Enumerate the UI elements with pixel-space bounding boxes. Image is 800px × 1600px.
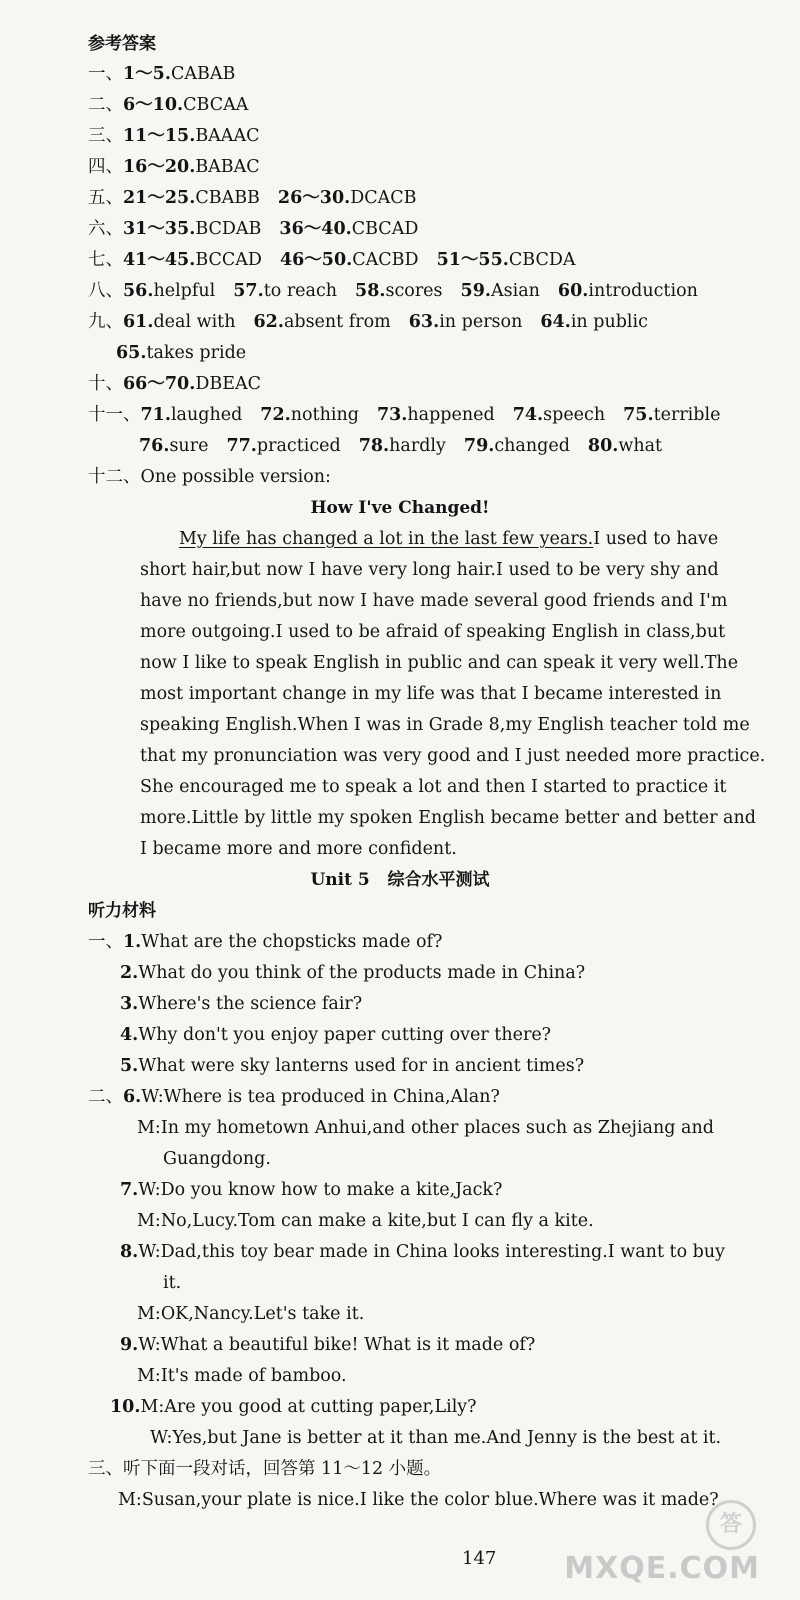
essay-line-8: that my pronunciation was very good and I just needed more practice. <box>140 746 766 766</box>
essay-title: How I've Changed! <box>310 498 490 518</box>
answer-line-1: 一、1～5.CABAB <box>88 64 236 84</box>
answer-line-9: 九、61.deal with 62.absent from 63.in person 64.in public <box>88 312 648 332</box>
section-3-dialog-line: M:Susan,your plate is nice.I like the color blue.Where was it made? <box>118 1490 719 1510</box>
answer-line-6: 六、31～35.BCDAB 36～40.CBCAD <box>88 219 419 239</box>
dialog-7-w: 7.W:Do you know how to make a kite,Jack? <box>120 1180 503 1200</box>
dialog-7-m: M:No,Lucy.Tom can make a kite,but I can fly a kite. <box>137 1211 594 1231</box>
dialog-10-w: W:Yes,but Jane is better at it than me.And Jenny is the best at it. <box>150 1428 722 1448</box>
dialog-6-w: 二、6.W:Where is tea produced in China,Alan? <box>88 1087 500 1107</box>
essay-line-11: I became more and more confident. <box>140 839 457 859</box>
essay-line-5: now I like to speak English in public and can speak it very well.The <box>140 653 739 673</box>
watermark-text: MXQE.COM <box>564 1551 760 1586</box>
listening-heading: 听力材料 <box>88 901 156 921</box>
answer-line-8: 八、56.helpful 57.to reach 58.scores 59.Asian 60.introduction <box>88 281 698 301</box>
answer-line-3: 三、11～15.BAAAC <box>88 126 260 146</box>
answer-line-9b: 65.takes pride <box>116 343 247 363</box>
essay-line-10: more.Little by little my spoken English became better and better and <box>140 808 756 828</box>
dialog-10-m: 10.M:Are you good at cutting paper,Lily? <box>110 1397 477 1417</box>
answer-line-5: 五、21～25.CBABB 26～30.DCACB <box>88 188 417 208</box>
dialog-9-w: 9.W:What a beautiful bike! What is it made of? <box>120 1335 536 1355</box>
essay-line-3: have no friends,but now I have made several good friends and I'm <box>140 591 728 611</box>
listening-q1: 一、1.What are the chopsticks made of? <box>88 932 443 952</box>
listening-q4: 4.Why don't you enjoy paper cutting over there? <box>120 1025 552 1045</box>
watermark-badge: 答 <box>706 1500 756 1550</box>
answer-line-12: 十二、One possible version: <box>88 467 331 487</box>
essay-line-1: My life has changed a lot in the last few years.I used to have <box>179 529 719 549</box>
answer-line-10: 十、66～70.DBEAC <box>88 374 262 394</box>
dialog-9-m: M:It's made of bamboo. <box>137 1366 347 1386</box>
page-number: 147 <box>462 1548 497 1569</box>
section-3-instruction: 三、听下面一段对话，回答第 11～12 小题。 <box>88 1459 442 1479</box>
dialog-6-m1: M:In my hometown Anhui,and other places such as Zhejiang and <box>137 1118 714 1138</box>
dialog-6-m2: Guangdong. <box>163 1149 271 1169</box>
answer-line-2: 二、6～10.CBCAA <box>88 95 249 115</box>
answer-line-11: 十一、71.laughed 72.nothing 73.happened 74.speech 75.terrible <box>88 405 721 425</box>
essay-line-9: She encouraged me to speak a lot and then I started to practice it <box>140 777 727 797</box>
essay-line-7: speaking English.When I was in Grade 8,my English teacher told me <box>140 715 750 735</box>
page-heading: 参考答案 <box>88 34 156 54</box>
dialog-8-w1: 8.W:Dad,this toy bear made in China looks interesting.I want to buy <box>120 1242 726 1262</box>
listening-q2: 2.What do you think of the products made in China? <box>120 963 586 983</box>
answer-line-4: 四、16～20.BABAC <box>88 157 260 177</box>
essay-line-6: most important change in my life was that I became interested in <box>140 684 722 704</box>
listening-q3: 3.Where's the science fair? <box>120 994 363 1014</box>
listening-q5: 5.What were sky lanterns used for in ancient times? <box>120 1056 585 1076</box>
unit-title: Unit 5 综合水平测试 <box>310 870 490 890</box>
essay-line-2: short hair,but now I have very long hair.I used to be very shy and <box>140 560 719 580</box>
answer-line-11b: 76.sure 77.practiced 78.hardly 79.changed 80.what <box>139 436 663 456</box>
essay-line-4: more outgoing.I used to be afraid of speaking English in class,but <box>140 622 726 642</box>
answer-line-7: 七、41～45.BCCAD 46～50.CACBD 51～55.CBCDA <box>88 250 576 270</box>
dialog-8-w2: it. <box>163 1273 182 1293</box>
dialog-8-m: M:OK,Nancy.Let's take it. <box>137 1304 365 1324</box>
